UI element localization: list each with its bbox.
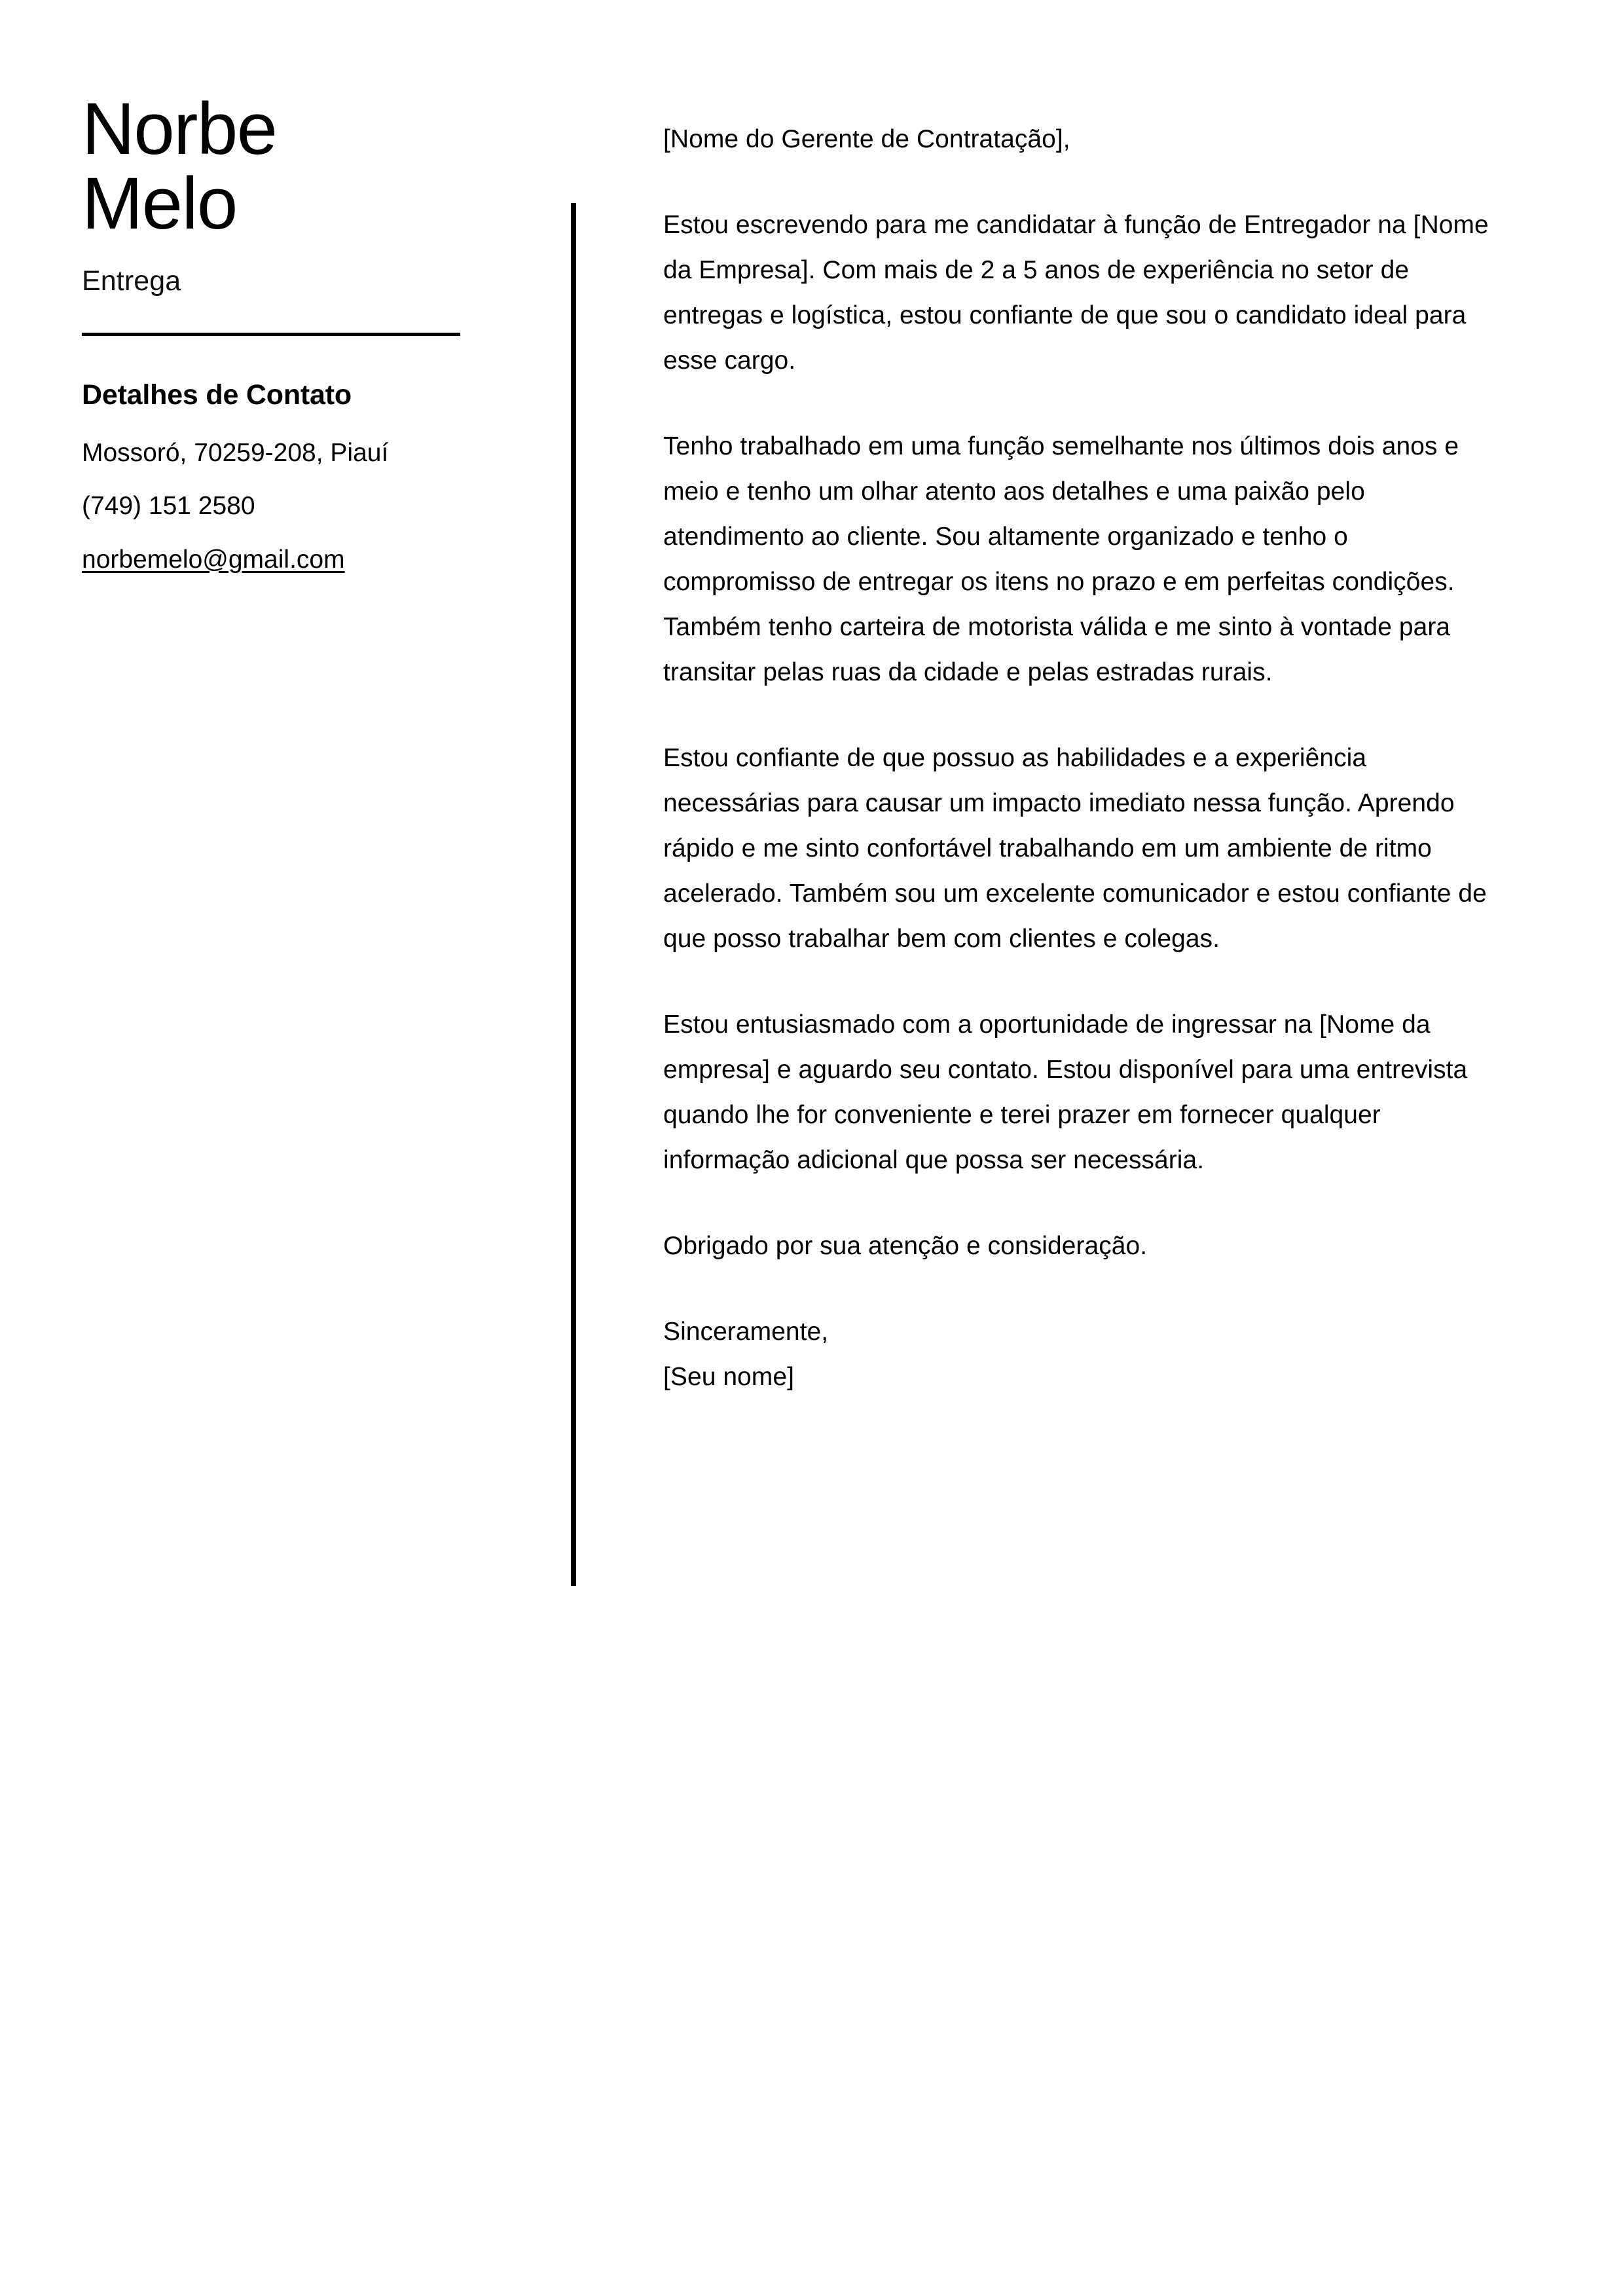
contact-list xyxy=(82,437,475,576)
letter-salutation: [Nome do Gerente de Contratação], xyxy=(663,125,1070,153)
sidebar-divider-rule xyxy=(82,333,460,336)
candidate-name xyxy=(82,88,475,245)
letter-body xyxy=(663,117,1501,1399)
sidebar xyxy=(82,88,475,597)
contact-email-link[interactable]: norbemelo@gmail.com xyxy=(82,545,345,574)
letter-paragraph-1: Estou escrevendo para me candidatar à função de Entregador na [Nome da Empresa]. Com mais de 2 a 5 anos de experiência no setor de entregas e logística, estou confiante de que sou o candidato ideal para esse cargo. xyxy=(663,211,1489,375)
letter-signature: [Seu nome] xyxy=(663,1363,794,1392)
contact-phone: (749) 151 2580 xyxy=(82,492,255,521)
letter-paragraph-2: Tenho trabalhado em uma função semelhante nos últimos dois anos e meio e tenho um olhar atento aos detalhes e uma paixão pelo atendimento ao cliente. Sou altamente organizado e tenho o compromisso de entregar os itens no prazo e em perfeitas condições. Também tenho carteira de motorista válida e me sinto à vontade para transitar pelas ruas da cidade e pelas estradas rurais. xyxy=(663,432,1459,687)
contact-address: Mossoró, 70259-208, Piauí xyxy=(82,438,389,467)
letter-thanks: Obrigado por sua atenção e consideração. xyxy=(663,1232,1148,1261)
column-divider xyxy=(571,203,576,1586)
candidate-last-name: Melo xyxy=(82,162,237,245)
letter-signoff xyxy=(663,1309,1501,1399)
job-title: Entrega xyxy=(82,265,181,297)
letter-paragraph-3: Estou confiante de que possuo as habilidades e a experiência necessárias para causar um impacto imediato nessa função. Aprendo rápido e me sinto confortável trabalhando em um ambiente de ritmo acelerado. Também sou um excelente comunicador e estou confiante de que posso trabalhar bem com clientes e colegas. xyxy=(663,744,1487,954)
contact-details-heading: Detalhes de Contato xyxy=(82,379,352,411)
letter-closing: Sinceramente, xyxy=(663,1318,829,1346)
letter-paragraph-4: Estou entusiasmado com a oportunidade de ingressar na [Nome da empresa] e aguardo seu contato. Estou disponível para uma entrevista quando lhe for conveniente e terei prazer em fornecer qualquer informação adicional que possa ser necessária. xyxy=(663,1010,1468,1175)
candidate-first-name: Norbe xyxy=(82,88,277,170)
